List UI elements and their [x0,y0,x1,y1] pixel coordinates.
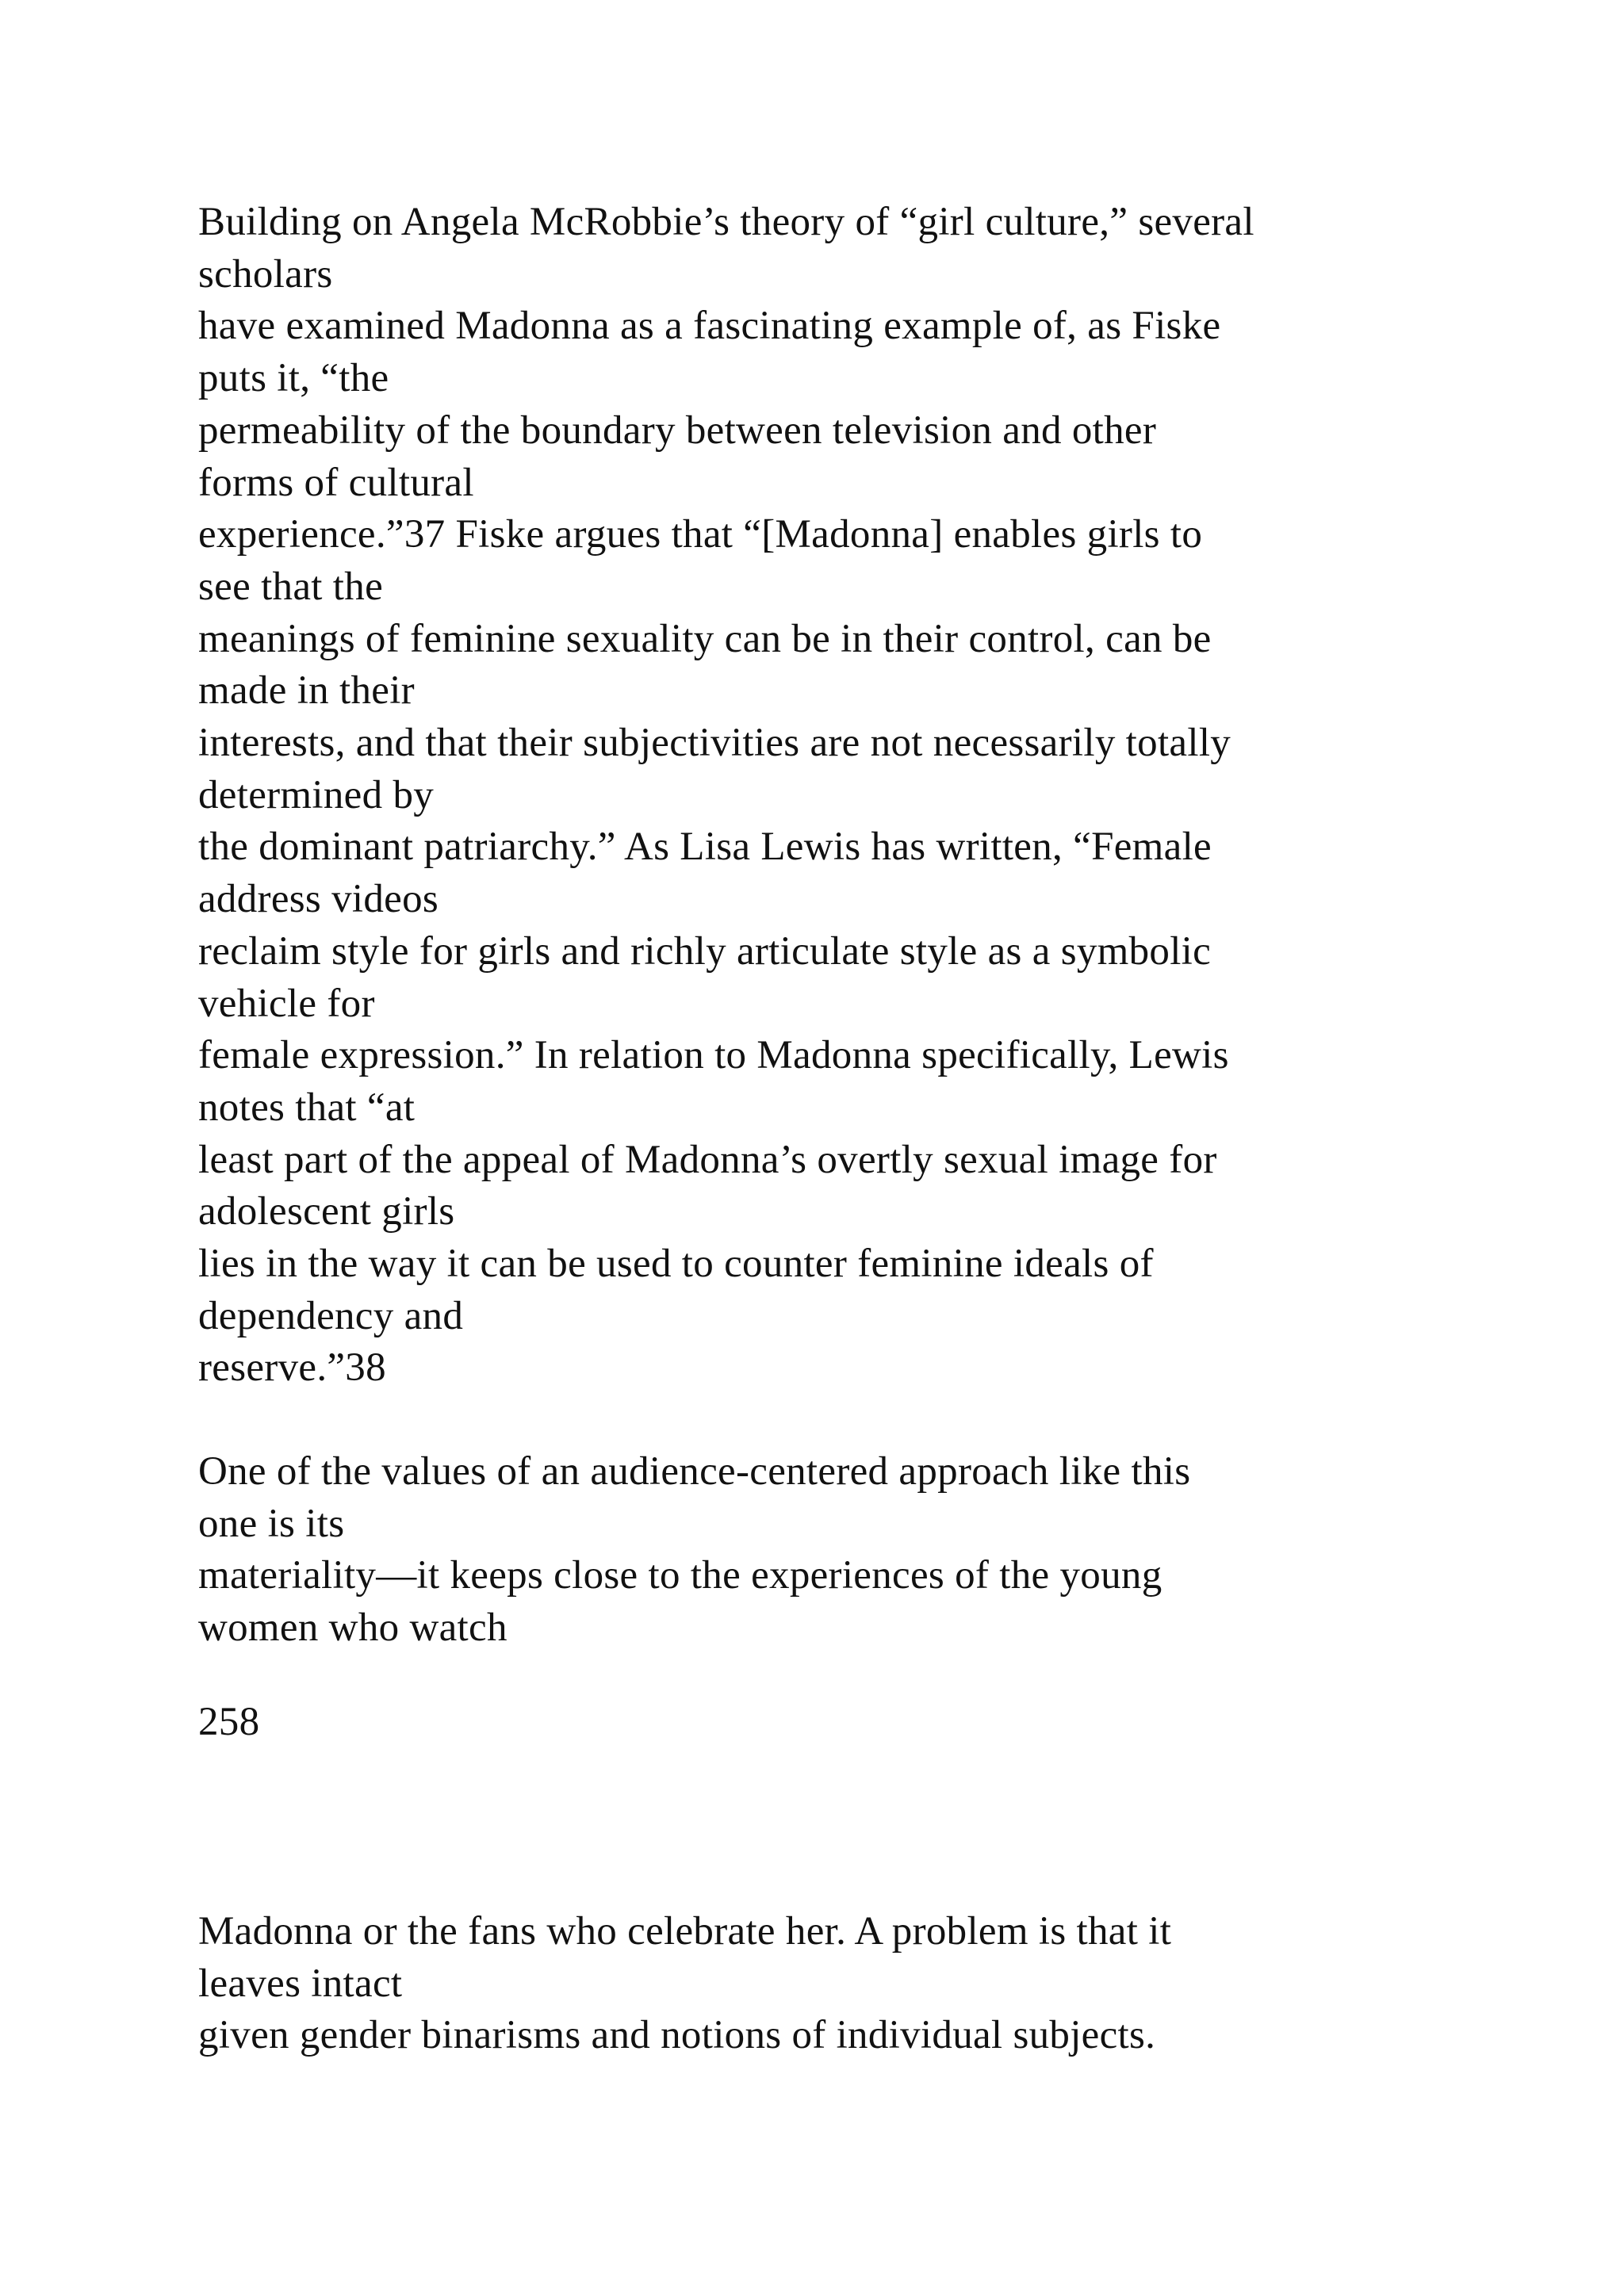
text-line: lies in the way it can be used to counter feminine ideals of [198,1242,1154,1287]
text-line: determined by [198,772,435,817]
text-line: dependency and [198,1293,464,1338]
paragraph-audience-centered [198,1446,1562,1655]
text-line: One of the values of an audience-centered approach like this [198,1449,1191,1494]
text-line: materiality—it keeps close to the experiences of the young [198,1553,1162,1598]
text-line: reserve.”38 [198,1345,386,1391]
text-line: reclaim style for girls and richly articulate style as a symbolic [198,928,1212,974]
paragraph-girl-culture [198,197,1562,1395]
text-line: women who watch [198,1605,508,1651]
text-line: least part of the appeal of Madonna’s overtly sexual image for [198,1137,1217,1182]
text-line: forms of cultural [198,460,474,505]
text-line: Madonna or the fans who celebrate her. A problem is that it [198,1909,1172,1954]
text-line: Building on Angela McRobbie’s theory of “girl culture,” several [198,200,1254,244]
page-number-text: 258 [198,1700,260,1744]
text-line: interests, and that their subjectivities are not necessarily totally [198,721,1231,766]
text-line: see that the [198,564,384,609]
text-line: made in their [198,668,415,714]
text-line: given gender binarisms and notions of individual subjects. [198,2013,1156,2058]
text-line: address videos [198,877,439,922]
text-line: permeability of the boundary between television and other [198,408,1157,453]
text-line: the dominant patriarchy.” As Lisa Lewis has written, “Female [198,825,1212,870]
page-number [198,1697,1562,1749]
text-line: puts it, “the [198,356,389,401]
text-line: have examined Madonna as a fascinating example of, as Fiske [198,304,1221,349]
text-line: leaves intact [198,1961,403,2006]
text-line: one is its [198,1501,345,1546]
text-line: meanings of feminine sexuality can be in their control, can be [198,616,1212,661]
text-line: adolescent girls [198,1189,455,1234]
text-line: experience.”37 Fiske argues that “[Madonna] enables girls to [198,512,1203,557]
text-line: scholars [198,251,333,297]
paragraph-continuation [198,1906,1562,2062]
text-line: vehicle for [198,981,375,1026]
text-line: notes that “at [198,1085,416,1130]
text-line: female expression.” In relation to Madonna specifically, Lewis [198,1033,1229,1078]
